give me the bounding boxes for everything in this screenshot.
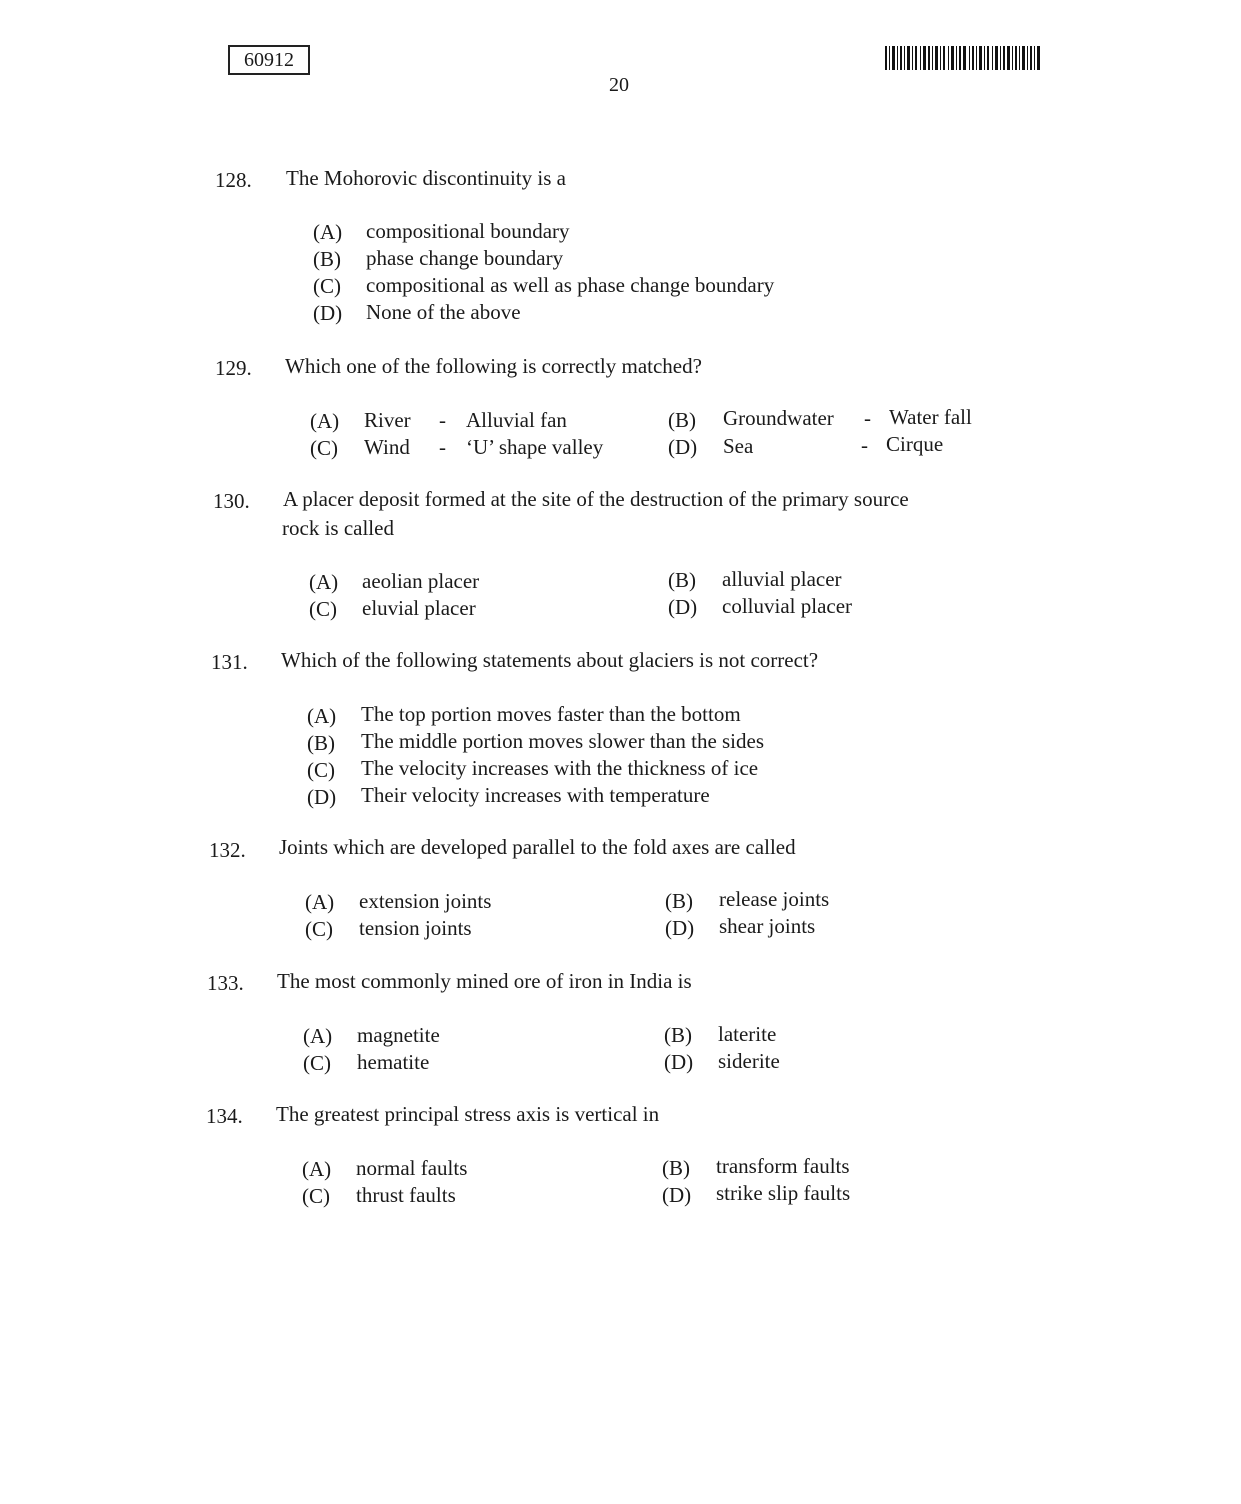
option-label: (B) — [313, 247, 341, 271]
match-dash: - — [864, 406, 871, 430]
option-label: (D) — [313, 301, 343, 325]
option-text: release joints — [719, 887, 830, 911]
question-text: Which one of the following is correctly matched? — [285, 354, 702, 378]
option-text: colluvial placer — [722, 594, 853, 618]
match-left: Groundwater — [723, 406, 834, 430]
question-number: 131. — [211, 650, 248, 674]
option-text: extension joints — [359, 889, 492, 913]
option-text: eluvial placer — [362, 596, 476, 620]
option-text: siderite — [718, 1049, 780, 1073]
question-number: 128. — [215, 168, 252, 192]
option-text: compositional boundary — [366, 219, 570, 243]
option-text: Their velocity increases with temperature — [361, 783, 710, 807]
option-text: magnetite — [357, 1023, 440, 1047]
option-text: The top portion moves faster than the bottom — [361, 702, 741, 726]
option-text: strike slip faults — [716, 1181, 851, 1205]
match-right: Water fall — [889, 405, 972, 429]
question-number: 130. — [213, 489, 250, 513]
option-label: (C) — [305, 917, 333, 941]
question-text-line2: rock is called — [282, 516, 394, 540]
match-dash: - — [861, 433, 868, 457]
option-text: compositional as well as phase change boundary — [366, 273, 775, 297]
option-label: (C) — [313, 274, 341, 298]
question-number: 132. — [209, 838, 246, 862]
match-right: ‘U’ shape valley — [466, 435, 604, 459]
option-text: normal faults — [356, 1156, 468, 1180]
option-label: (B) — [668, 408, 696, 432]
match-dash: - — [439, 435, 446, 459]
question-text: The Mohorovic discontinuity is a — [286, 166, 566, 190]
barcode-image — [885, 46, 1041, 70]
question-text: The greatest principal stress axis is vertical in — [276, 1102, 660, 1126]
option-label: (C) — [307, 758, 335, 782]
option-text: transform faults — [716, 1154, 850, 1178]
question-text: Joints which are developed parallel to the fold axes are called — [279, 835, 796, 859]
question-number: 133. — [207, 971, 244, 995]
option-label: (D) — [668, 595, 698, 619]
option-text: thrust faults — [356, 1183, 456, 1207]
option-label: (C) — [309, 597, 337, 621]
page-number: 20 — [609, 74, 629, 96]
option-label: (A) — [310, 409, 340, 433]
match-left: Sea — [723, 434, 754, 458]
match-right: Cirque — [886, 432, 944, 456]
option-text: phase change boundary — [366, 246, 564, 270]
question-number: 134. — [206, 1104, 243, 1128]
option-text: laterite — [718, 1022, 777, 1046]
option-text: The velocity increases with the thickness of ice — [361, 756, 759, 780]
option-label: (B) — [665, 889, 693, 913]
option-label: (D) — [662, 1183, 692, 1207]
option-label: (D) — [664, 1050, 694, 1074]
option-label: (D) — [307, 785, 337, 809]
question-text: The most commonly mined ore of iron in India is — [277, 969, 692, 993]
option-text: hematite — [357, 1050, 430, 1074]
option-label: (C) — [303, 1051, 331, 1075]
option-label: (A) — [307, 704, 337, 728]
match-left: Wind — [364, 435, 410, 459]
option-label: (A) — [303, 1024, 333, 1048]
match-left: River — [364, 408, 411, 432]
paper-code: 60912 — [228, 45, 310, 75]
option-label: (C) — [302, 1184, 330, 1208]
match-right: Alluvial fan — [466, 408, 567, 432]
option-label: (B) — [664, 1023, 692, 1047]
question-text-line1: A placer deposit formed at the site of the destruction of the primary source — [283, 487, 909, 511]
option-text: The middle portion moves slower than the sides — [361, 729, 765, 753]
option-text: tension joints — [359, 916, 472, 940]
option-text: None of the above — [366, 300, 521, 324]
option-label: (A) — [313, 220, 343, 244]
option-text: shear joints — [719, 914, 816, 938]
option-label: (D) — [665, 916, 695, 940]
option-label: (C) — [310, 436, 338, 460]
match-dash: - — [439, 408, 446, 432]
option-text: aeolian placer — [362, 569, 480, 593]
option-label: (B) — [662, 1156, 690, 1180]
option-label: (B) — [307, 731, 335, 755]
option-label: (A) — [305, 890, 335, 914]
question-number: 129. — [215, 356, 252, 380]
option-label: (A) — [309, 570, 339, 594]
option-label: (B) — [668, 568, 696, 592]
option-label: (D) — [668, 435, 698, 459]
question-text: Which of the following statements about glaciers is not correct? — [281, 648, 819, 672]
option-text: alluvial placer — [722, 567, 842, 591]
option-label: (A) — [302, 1157, 332, 1181]
